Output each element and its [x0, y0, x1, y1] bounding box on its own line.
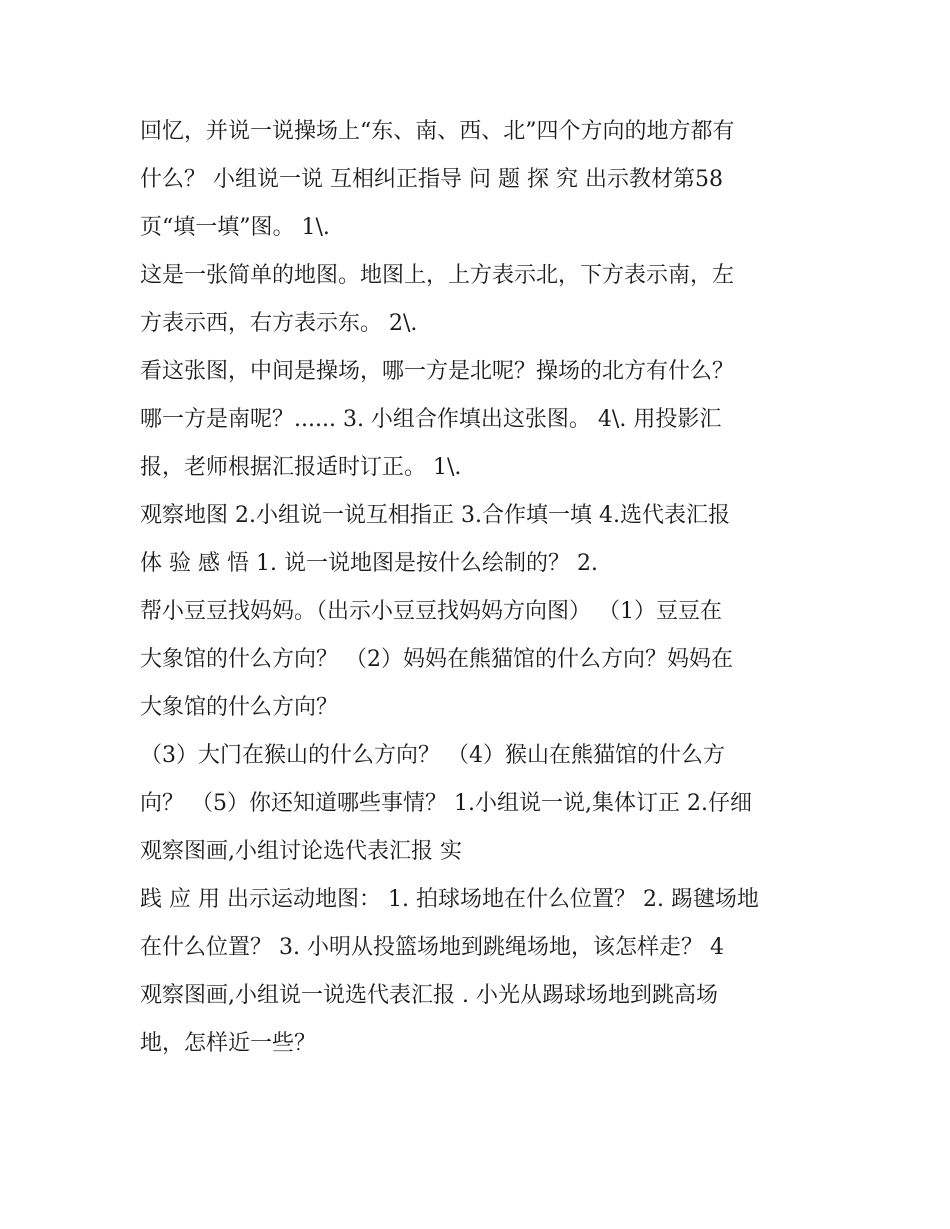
text-line: 方表示西，右方表示东。 2\. [140, 311, 418, 336]
text-line: 帮小豆豆找妈妈。（出示小豆豆找妈妈方向图） （1）豆豆在 [140, 599, 722, 624]
text-line: 哪一方是南呢？...... 3. 小组合作填出这张图。 4\. 用投影汇 [140, 407, 722, 432]
text-line: 观察图画,小组说一说选代表汇报 . 小光从踢球场地到跳高场 [140, 983, 718, 1008]
text-body [140, 108, 820, 1068]
text-line: 观察图画,小组讨论选代表汇报 实 [140, 839, 462, 864]
text-line: 报，老师根据汇报适时订正。 1\. [140, 455, 462, 480]
text-line: 页“填一填”图。 1\. [140, 215, 330, 240]
text-line: 回忆，并说一说操场上“东、南、西、北”四个方向的地方都有 [140, 119, 735, 144]
text-line: 观察地图 2.小组说一说互相指正 3.合作填一填 4.选代表汇报 [140, 503, 730, 528]
text-line: 看这张图，中间是操场，哪一方是北呢？操场的北方有什么？ [140, 359, 735, 384]
text-line: 践 应 用 出示运动地图： 1. 拍球场地在什么位置？ 2. 踢毽场地 [140, 887, 759, 912]
text-line: 在什么位置？ 3. 小明从投篮场地到跳绳场地，该怎样走？ 4 [140, 935, 724, 960]
text-line: 什么？ 小组说一说 互相纠正指导 问 题 探 究 出示教材第58 [140, 167, 723, 192]
text-line: （3）大门在猴山的什么方向？ （4）猴山在熊猫馆的什么方 [140, 743, 725, 768]
text-line: 大象馆的什么方向？ （2）妈妈在熊猫馆的什么方向？妈妈在 [140, 647, 733, 672]
text-line: 向？ （5）你还知道哪些事情？ 1.小组说一说,集体订正 2.仔细 [140, 791, 752, 816]
text-line: 体 验 感 悟 1. 说一说地图是按什么绘制的？ 2. [140, 551, 598, 576]
text-line: 地，怎样近一些？ [140, 1031, 317, 1056]
text-line: 大象馆的什么方向？ [140, 695, 339, 720]
text-line: 这是一张简单的地图。地图上，上方表示北，下方表示南，左 [140, 263, 735, 288]
